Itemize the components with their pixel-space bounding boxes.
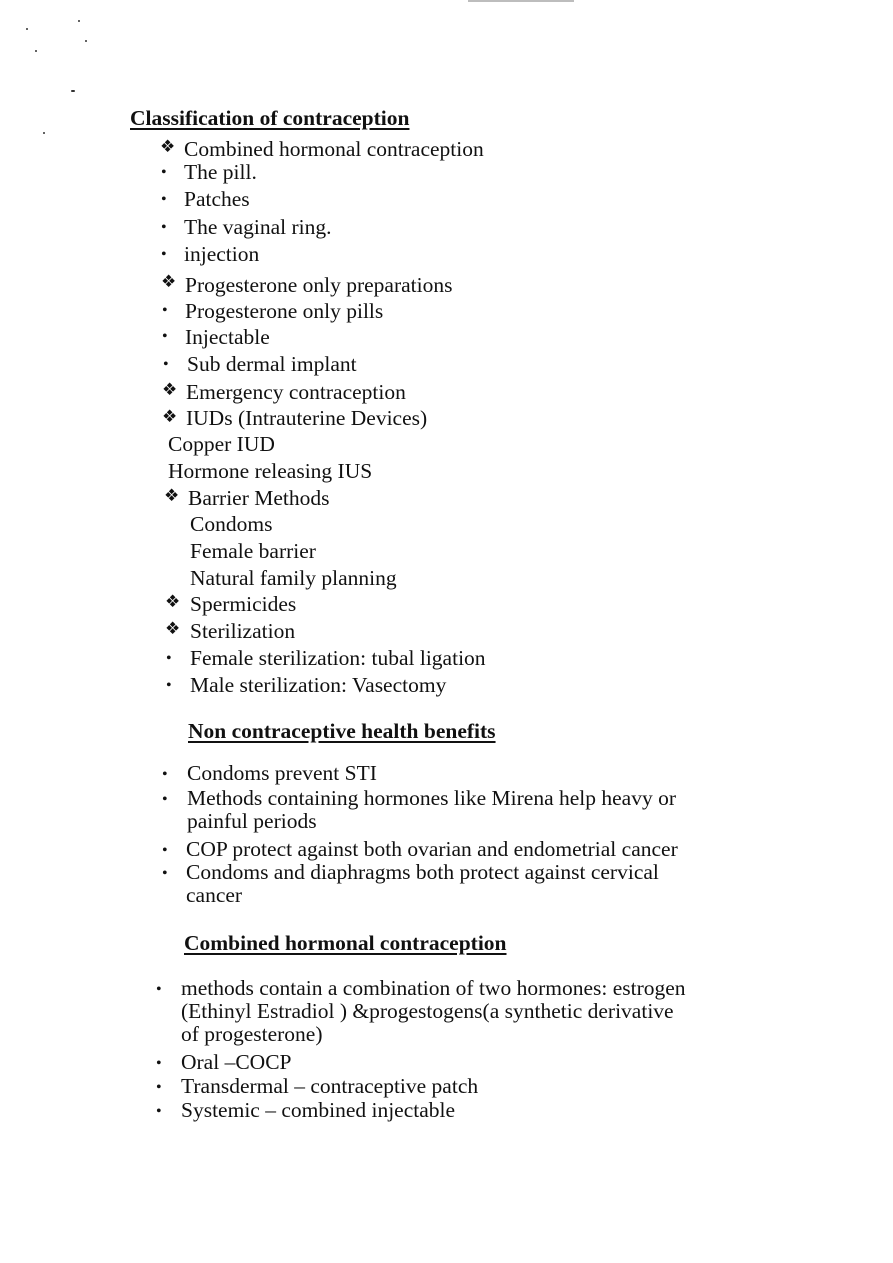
dot-bullet-icon: • [162, 766, 168, 783]
dot-bullet-icon: • [162, 842, 168, 859]
scan-speck [71, 90, 75, 92]
list-item-line: Transdermal – contraceptive patch [181, 1074, 479, 1098]
list-item: Combined hormonal contraception [184, 137, 484, 161]
list-item: Copper IUD [168, 432, 275, 456]
dot-bullet-icon: • [161, 164, 167, 181]
list-item: The vaginal ring. [184, 215, 332, 239]
list-item: IUDs (Intrauterine Devices) [186, 406, 428, 430]
classification-heading: Classification of contraception [130, 106, 410, 130]
dot-bullet-icon: • [162, 302, 168, 319]
list-item: Emergency contraception [186, 380, 406, 404]
list-item: Female sterilization: tubal ligation [190, 646, 486, 670]
list-item-line: (Ethinyl Estradiol ) &progestogens(a synthetic derivative [181, 999, 674, 1023]
list-item: Injectable [185, 325, 270, 349]
diamond-bullet-icon: ❖ [165, 592, 181, 611]
dot-bullet-icon: • [156, 1055, 162, 1072]
combined-heading: Combined hormonal contraception [184, 931, 507, 955]
dot-bullet-icon: • [161, 191, 167, 208]
dot-bullet-icon: • [166, 650, 172, 667]
list-item-line: cancer [186, 883, 243, 907]
scan-speck [78, 20, 80, 22]
scan-speck [26, 28, 28, 30]
list-item: Patches [184, 187, 250, 211]
diamond-bullet-icon: ❖ [160, 137, 176, 156]
diamond-bullet-icon: ❖ [161, 272, 177, 291]
scan-speck [43, 132, 45, 134]
dot-bullet-icon: • [162, 791, 168, 808]
scan-artifact-line [468, 0, 574, 2]
list-item: Spermicides [190, 592, 297, 616]
list-item: The pill. [184, 160, 257, 184]
list-item [186, 861, 659, 907]
dot-bullet-icon: • [161, 246, 167, 263]
dot-bullet-icon: • [162, 865, 168, 882]
dot-bullet-icon: • [166, 677, 172, 694]
diamond-bullet-icon: ❖ [162, 380, 178, 399]
list-item-line: Oral –COCP [181, 1050, 292, 1074]
diamond-bullet-icon: ❖ [162, 407, 178, 426]
diamond-bullet-icon: ❖ [164, 486, 180, 505]
list-item: Barrier Methods [188, 486, 330, 510]
list-item [181, 1075, 478, 1098]
list-item-line: methods contain a combination of two hormones: estrogen [181, 976, 686, 1000]
list-item-line: Condoms and diaphragms both protect against cervical [186, 860, 659, 884]
list-item: Progesterone only preparations [185, 273, 453, 297]
list-item: Male sterilization: Vasectomy [190, 673, 447, 697]
dot-bullet-icon: • [163, 356, 169, 373]
dot-bullet-icon: • [156, 981, 162, 998]
list-item [186, 838, 678, 861]
list-item-line: of progesterone) [181, 1022, 323, 1046]
scan-speck [85, 40, 87, 42]
list-item: Sub dermal implant [187, 352, 357, 376]
list-item-line: COP protect against both ovarian and endometrial cancer [186, 837, 678, 861]
dot-bullet-icon: • [161, 219, 167, 236]
list-item: Sterilization [190, 619, 296, 643]
scan-speck [35, 50, 37, 52]
list-item: Progesterone only pills [185, 299, 384, 323]
list-item: injection [184, 242, 260, 266]
dot-bullet-icon: • [156, 1079, 162, 1096]
benefits-heading: Non contraceptive health benefits [188, 719, 496, 743]
list-item: Natural family planning [190, 566, 397, 590]
list-item-line: Condoms prevent STI [187, 761, 377, 785]
list-item: Hormone releasing IUS [168, 459, 373, 483]
list-item-line: Methods containing hormones like Mirena help heavy or [187, 786, 677, 810]
list-item [181, 977, 686, 1046]
diamond-bullet-icon: ❖ [165, 619, 181, 638]
list-item [187, 762, 377, 785]
dot-bullet-icon: • [162, 328, 168, 345]
list-item [187, 787, 676, 833]
list-item [181, 1051, 292, 1074]
list-item-line: painful periods [187, 809, 317, 833]
list-item [181, 1099, 455, 1122]
list-item: Condoms [190, 512, 273, 536]
dot-bullet-icon: • [156, 1103, 162, 1120]
list-item: Female barrier [190, 539, 316, 563]
list-item-line: Systemic – combined injectable [181, 1098, 456, 1122]
